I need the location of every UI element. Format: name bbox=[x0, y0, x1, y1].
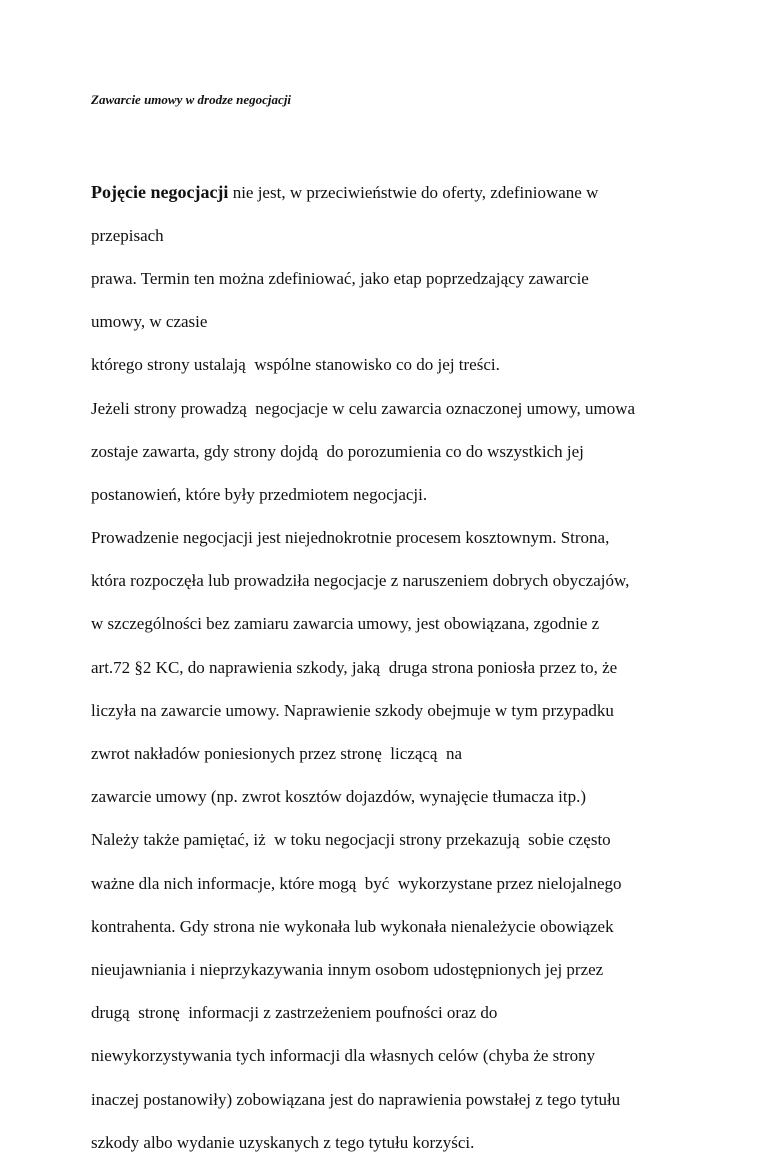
document-title: Zawarcie umowy w drodze negocjacji bbox=[91, 92, 292, 107]
lead-term: Pojęcie negocjacji bbox=[91, 181, 229, 202]
document-body bbox=[91, 160, 635, 1175]
paragraph-line: zostaje zawarta, gdy strony dojdą do porozumienia co do wszystkich jej bbox=[91, 441, 584, 461]
paragraph-line: kontrahenta. Gdy strona nie wykonała lub wykonała nienależycie obowiązek bbox=[91, 916, 614, 936]
paragraph-line: zawarcie umowy (np. zwrot kosztów dojazdów, wynajęcie tłumacza itp.) bbox=[91, 787, 587, 807]
paragraph-line: która rozpoczęła lub prowadziła negocjacje z naruszeniem dobrych obyczajów, bbox=[91, 571, 630, 591]
paragraph-line: postanowień, które były przedmiotem negocjacji. bbox=[91, 484, 428, 504]
paragraph-line: nieujawniania i nieprzykazywania innym osobom udostępnionych jej przez bbox=[91, 959, 604, 979]
paragraph-line: Prowadzenie negocjacji jest niejednokrotnie procesem kosztownym. Strona, bbox=[91, 528, 610, 548]
paragraph-line: przepisach bbox=[91, 225, 164, 245]
paragraph-line: Jeżeli strony prowadzą negocjacje w celu zawarcia oznaczonej umowy, umowa bbox=[91, 398, 636, 418]
paragraph-line: w szczególności bez zamiaru zawarcia umowy, jest obowiązana, zgodnie z bbox=[91, 614, 600, 634]
paragraph-line: Należy także pamiętać, iż w toku negocjacji strony przekazują sobie często bbox=[91, 830, 611, 850]
paragraph-line: niewykorzystywania tych informacji dla własnych celów (chyba że strony bbox=[91, 1046, 596, 1066]
paragraph-line: zwrot nakładów poniesionych przez stronę liczącą na bbox=[91, 744, 463, 764]
paragraph-line: prawa. Termin ten można zdefiniować, jako etap poprzedzający zawarcie bbox=[91, 268, 589, 288]
paragraph-line: liczyła na zawarcie umowy. Naprawienie szkody obejmuje w tym przypadku bbox=[91, 700, 614, 720]
paragraph-line: drugą stronę informacji z zastrzeżeniem poufności oraz do bbox=[91, 1003, 498, 1023]
paragraph-line: szkody albo wydanie uzyskanych z tego tytułu korzyści. bbox=[91, 1132, 475, 1152]
paragraph-line: umowy, w czasie bbox=[91, 312, 208, 332]
paragraph-line: którego strony ustalają wspólne stanowisko co do jej treści. bbox=[91, 355, 500, 375]
paragraph-line: art.72 §2 KC, do naprawienia szkody, jaką druga strona poniosła przez to, że bbox=[91, 657, 618, 677]
paragraph-line: ważne dla nich informacje, które mogą być wykorzystane przez nielojalnego bbox=[91, 873, 622, 893]
paragraph-line: Pojęcie negocjacji nie jest, w przeciwieństwie do oferty, zdefiniowane w bbox=[91, 181, 599, 202]
paragraph-line: inaczej postanowiły) zobowiązana jest do naprawienia powstałej z tego tytułu bbox=[91, 1089, 621, 1109]
